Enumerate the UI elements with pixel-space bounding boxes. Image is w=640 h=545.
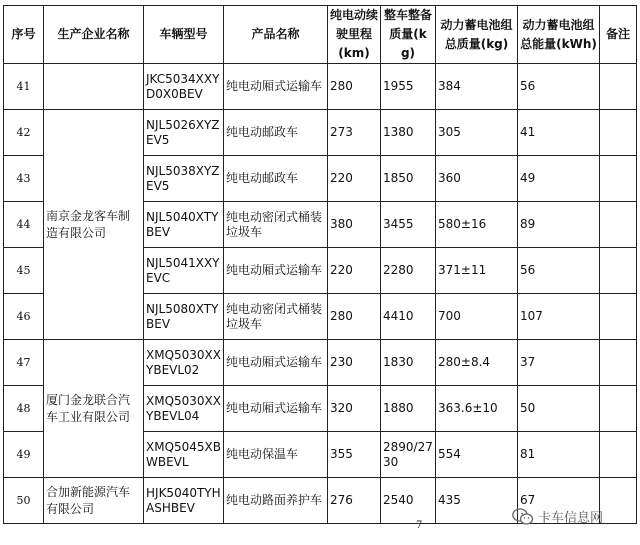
cell-range: 280 [328,294,381,340]
cell-pack-mass: 384 [436,64,518,110]
cell-pack-mass: 280±8.4 [436,340,518,386]
cell-range: 220 [328,156,381,202]
header-curb-mass: 整车整备质量(kg) [381,6,436,64]
cell-pack-energy: 89 [518,202,600,248]
cell-range: 220 [328,248,381,294]
cell-seq: 43 [4,156,44,202]
wechat-icon [512,508,534,526]
cell-seq: 44 [4,202,44,248]
cell-pack-energy: 56 [518,248,600,294]
table-row [4,110,637,156]
cell-model: XMQ5030XXYBEVL02 [144,340,224,386]
cell-range: 280 [328,64,381,110]
cell-curb-mass: 2540 [381,478,436,524]
cell-range: 230 [328,340,381,386]
cell-notes [600,248,637,294]
cell-model: JKC5034XXYD0X0BEV [144,64,224,110]
cell-pack-energy: 50 [518,386,600,432]
cell-maker: 合加新能源汽车有限公司 [44,478,144,524]
cell-pack-mass: 435 [436,478,518,524]
cell-notes [600,156,637,202]
cell-model: NJL5080XTYBEV [144,294,224,340]
cell-curb-mass: 1380 [381,110,436,156]
cell-seq: 46 [4,294,44,340]
cell-curb-mass: 1955 [381,64,436,110]
cell-pack-energy: 37 [518,340,600,386]
cell-product: 纯电动邮政车 [224,156,328,202]
cell-product: 纯电动密闭式桶装垃圾车 [224,202,328,248]
cell-seq: 45 [4,248,44,294]
cell-pack-mass: 580±16 [436,202,518,248]
cell-seq: 49 [4,432,44,478]
cell-pack-energy: 41 [518,110,600,156]
header-range: 纯电动续驶里程(km) [328,6,381,64]
cell-product: 纯电动保温车 [224,432,328,478]
cell-notes [600,432,637,478]
header-seq: 序号 [4,6,44,64]
cell-range: 276 [328,478,381,524]
cell-curb-mass: 4410 [381,294,436,340]
cell-product: 纯电动邮政车 [224,110,328,156]
cell-notes [600,340,637,386]
cell-notes [600,202,637,248]
cell-notes [600,64,637,110]
header-notes: 备注 [600,6,637,64]
vehicle-catalog-table [3,5,637,524]
cell-pack-mass: 554 [436,432,518,478]
cell-product: 纯电动厢式运输车 [224,64,328,110]
cell-maker: 厦门金龙联合汽车工业有限公司 [44,340,144,478]
cell-pack-mass: 305 [436,110,518,156]
cell-pack-mass: 700 [436,294,518,340]
cell-seq: 47 [4,340,44,386]
cell-pack-energy: 67 [518,478,600,524]
cell-model: NJL5038XYZEV5 [144,156,224,202]
cell-maker: 南京金龙客车制造有限公司 [44,110,144,340]
header-pack-mass: 动力蓄电池组总质量(kg) [436,6,518,64]
header-pack-energy: 动力蓄电池组总能量(kWh) [518,6,600,64]
table-row [4,340,637,386]
cell-curb-mass: 1880 [381,386,436,432]
cell-model: NJL5040XTYBEV [144,202,224,248]
cell-model: XMQ5030XXYBEVL04 [144,386,224,432]
table-row [4,64,637,110]
cell-range: 355 [328,432,381,478]
cell-maker-empty [44,64,144,110]
cell-model: XMQ5045XBWBEVL [144,432,224,478]
cell-seq: 50 [4,478,44,524]
cell-notes [600,478,637,524]
cell-pack-mass: 360 [436,156,518,202]
cell-notes [600,294,637,340]
cell-product: 纯电动路面养护车 [224,478,328,524]
page-number: 7 [416,520,423,531]
cell-range: 320 [328,386,381,432]
cell-seq: 41 [4,64,44,110]
cell-pack-energy: 81 [518,432,600,478]
cell-product: 纯电动厢式运输车 [224,340,328,386]
cell-range: 273 [328,110,381,156]
cell-pack-energy: 56 [518,64,600,110]
cell-curb-mass: 2890/2730 [381,432,436,478]
cell-product: 纯电动厢式运输车 [224,248,328,294]
cell-pack-mass: 363.6±10 [436,386,518,432]
cell-curb-mass: 1830 [381,340,436,386]
header-row [4,6,637,64]
header-model: 车辆型号 [144,6,224,64]
cell-model: NJL5026XYZEV5 [144,110,224,156]
cell-pack-energy: 107 [518,294,600,340]
cell-product: 纯电动密闭式桶装垃圾车 [224,294,328,340]
header-maker: 生产企业名称 [44,6,144,64]
cell-notes [600,386,637,432]
cell-notes [600,110,637,156]
cell-curb-mass: 1850 [381,156,436,202]
cell-pack-energy: 49 [518,156,600,202]
watermark-text: 卡车信息网 [538,511,604,526]
cell-model: HJK5040TYHASHBEV [144,478,224,524]
header-product: 产品名称 [224,6,328,64]
cell-pack-mass: 371±11 [436,248,518,294]
cell-seq: 42 [4,110,44,156]
cell-curb-mass: 2280 [381,248,436,294]
cell-model: NJL5041XXYEVC [144,248,224,294]
cell-product: 纯电动厢式运输车 [224,386,328,432]
cell-range: 380 [328,202,381,248]
watermark [512,507,603,526]
cell-seq: 48 [4,386,44,432]
cell-curb-mass: 3455 [381,202,436,248]
